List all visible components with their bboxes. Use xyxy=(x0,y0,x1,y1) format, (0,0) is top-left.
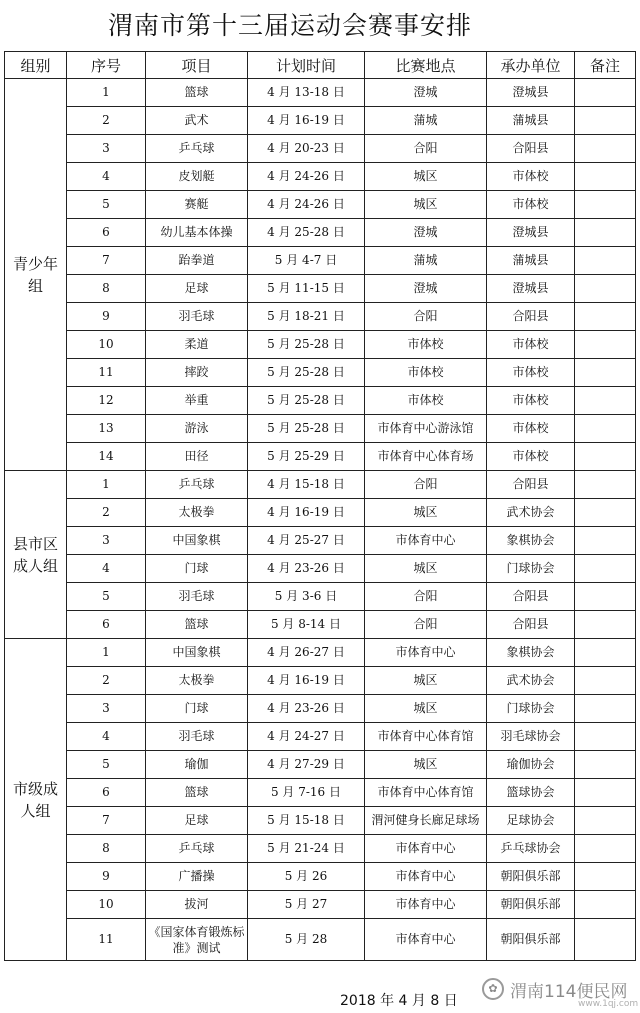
row-number: 14 xyxy=(67,443,146,471)
note xyxy=(575,219,636,247)
venue: 市体育中心 xyxy=(365,639,487,667)
table-row xyxy=(5,387,636,415)
organizer: 市体校 xyxy=(487,387,575,415)
event-name: 游泳 xyxy=(146,415,248,443)
organizer: 羽毛球协会 xyxy=(487,723,575,751)
planned-time: 4 月 27-29 日 xyxy=(248,751,365,779)
event-name: 篮球 xyxy=(146,779,248,807)
venue: 澄城 xyxy=(365,275,487,303)
table-row xyxy=(5,135,636,163)
table-row xyxy=(5,359,636,387)
row-number: 10 xyxy=(67,891,146,919)
table-row xyxy=(5,863,636,891)
planned-time: 5 月 7-16 日 xyxy=(248,779,365,807)
row-number: 10 xyxy=(67,331,146,359)
table-row xyxy=(5,807,636,835)
group-name: 青少年组 xyxy=(5,79,67,471)
watermark-text: 渭南114便民网 xyxy=(510,982,628,1002)
venue: 蒲城 xyxy=(365,107,487,135)
venue: 合阳 xyxy=(365,611,487,639)
note xyxy=(575,667,636,695)
table-row xyxy=(5,695,636,723)
venue: 市体育中心 xyxy=(365,863,487,891)
event-name: 足球 xyxy=(146,807,248,835)
table-row xyxy=(5,835,636,863)
venue: 合阳 xyxy=(365,303,487,331)
venue: 澄城 xyxy=(365,79,487,107)
event-name: 柔道 xyxy=(146,331,248,359)
venue: 渭河健身长廊足球场 xyxy=(365,807,487,835)
event-name: 皮划艇 xyxy=(146,163,248,191)
planned-time: 4 月 23-26 日 xyxy=(248,695,365,723)
note xyxy=(575,891,636,919)
event-name: 羽毛球 xyxy=(146,303,248,331)
row-number: 3 xyxy=(67,527,146,555)
organizer: 市体校 xyxy=(487,443,575,471)
venue: 市体育中心游泳馆 xyxy=(365,415,487,443)
event-name: 拔河 xyxy=(146,891,248,919)
organizer: 蒲城县 xyxy=(487,107,575,135)
venue: 城区 xyxy=(365,499,487,527)
planned-time: 5 月 3-6 日 xyxy=(248,583,365,611)
event-name: 乒乓球 xyxy=(146,835,248,863)
note xyxy=(575,191,636,219)
planned-time: 5 月 26 xyxy=(248,863,365,891)
page-title: 渭南市第十三届运动会赛事安排 xyxy=(107,11,472,40)
planned-time: 5 月 27 xyxy=(248,891,365,919)
planned-time: 4 月 20-23 日 xyxy=(248,135,365,163)
organizer: 市体校 xyxy=(487,415,575,443)
table-row xyxy=(5,555,636,583)
table-row xyxy=(5,443,636,471)
note xyxy=(575,527,636,555)
venue: 城区 xyxy=(365,751,487,779)
organizer: 门球协会 xyxy=(487,695,575,723)
table-row xyxy=(5,275,636,303)
note xyxy=(575,919,636,961)
planned-time: 4 月 16-19 日 xyxy=(248,499,365,527)
organizer: 澄城县 xyxy=(487,219,575,247)
organizer: 乒乓球协会 xyxy=(487,835,575,863)
organizer: 合阳县 xyxy=(487,303,575,331)
venue: 市体校 xyxy=(365,387,487,415)
organizer: 朝阳俱乐部 xyxy=(487,919,575,961)
organizer: 篮球协会 xyxy=(487,779,575,807)
planned-time: 5 月 25-29 日 xyxy=(248,443,365,471)
row-number: 1 xyxy=(67,471,146,499)
organizer: 市体校 xyxy=(487,359,575,387)
row-number: 8 xyxy=(67,835,146,863)
column-header: 项目 xyxy=(146,52,248,79)
organizer: 市体校 xyxy=(487,331,575,359)
organizer: 合阳县 xyxy=(487,611,575,639)
organizer: 合阳县 xyxy=(487,583,575,611)
row-number: 12 xyxy=(67,387,146,415)
venue: 城区 xyxy=(365,555,487,583)
organizer: 澄城县 xyxy=(487,275,575,303)
planned-time: 4 月 24-26 日 xyxy=(248,163,365,191)
table-row xyxy=(5,219,636,247)
table-row xyxy=(5,527,636,555)
row-number: 8 xyxy=(67,275,146,303)
event-name: 田径 xyxy=(146,443,248,471)
note xyxy=(575,695,636,723)
event-name: 摔跤 xyxy=(146,359,248,387)
event-name: 乒乓球 xyxy=(146,471,248,499)
row-number: 4 xyxy=(67,555,146,583)
row-number: 9 xyxy=(67,863,146,891)
event-name: 中国象棋 xyxy=(146,527,248,555)
note xyxy=(575,387,636,415)
table-row xyxy=(5,191,636,219)
event-name: 篮球 xyxy=(146,611,248,639)
planned-time: 5 月 11-15 日 xyxy=(248,275,365,303)
note xyxy=(575,779,636,807)
table-row xyxy=(5,415,636,443)
venue: 市体育中心 xyxy=(365,527,487,555)
venue: 市体育中心体育场 xyxy=(365,443,487,471)
row-number: 1 xyxy=(67,79,146,107)
organizer: 足球协会 xyxy=(487,807,575,835)
row-number: 5 xyxy=(67,191,146,219)
row-number: 5 xyxy=(67,751,146,779)
row-number: 7 xyxy=(67,807,146,835)
event-name: 幼儿基本体操 xyxy=(146,219,248,247)
row-number: 7 xyxy=(67,247,146,275)
event-name: 赛艇 xyxy=(146,191,248,219)
event-name: 瑜伽 xyxy=(146,751,248,779)
row-number: 11 xyxy=(67,359,146,387)
row-number: 2 xyxy=(67,107,146,135)
note xyxy=(575,247,636,275)
row-number: 6 xyxy=(67,219,146,247)
note xyxy=(575,359,636,387)
organizer: 朝阳俱乐部 xyxy=(487,891,575,919)
event-name: 羽毛球 xyxy=(146,583,248,611)
table-row xyxy=(5,79,636,107)
table-row xyxy=(5,919,636,961)
row-number: 3 xyxy=(67,695,146,723)
organizer: 朝阳俱乐部 xyxy=(487,863,575,891)
note xyxy=(575,835,636,863)
table-row xyxy=(5,471,636,499)
venue: 城区 xyxy=(365,667,487,695)
organizer: 市体校 xyxy=(487,191,575,219)
event-name: 太极拳 xyxy=(146,667,248,695)
organizer: 象棋协会 xyxy=(487,527,575,555)
venue: 市体育中心体育馆 xyxy=(365,723,487,751)
event-name: 门球 xyxy=(146,555,248,583)
venue: 市体育中心 xyxy=(365,835,487,863)
group-name: 县市区成人组 xyxy=(5,471,67,639)
planned-time: 4 月 16-19 日 xyxy=(248,667,365,695)
table-row xyxy=(5,163,636,191)
note xyxy=(575,583,636,611)
venue: 市体育中心 xyxy=(365,891,487,919)
venue: 市体育中心体育馆 xyxy=(365,779,487,807)
column-header: 比赛地点 xyxy=(365,52,487,79)
planned-time: 5 月 15-18 日 xyxy=(248,807,365,835)
note xyxy=(575,331,636,359)
organizer: 蒲城县 xyxy=(487,247,575,275)
table-row xyxy=(5,303,636,331)
organizer: 武术协会 xyxy=(487,667,575,695)
venue: 市体校 xyxy=(365,359,487,387)
venue: 城区 xyxy=(365,695,487,723)
note xyxy=(575,163,636,191)
watermark xyxy=(478,968,640,1013)
note xyxy=(575,415,636,443)
organizer: 象棋协会 xyxy=(487,639,575,667)
note xyxy=(575,303,636,331)
table-row xyxy=(5,639,636,667)
row-number: 13 xyxy=(67,415,146,443)
column-header: 承办单位 xyxy=(487,52,575,79)
event-name: 跆拳道 xyxy=(146,247,248,275)
row-number: 2 xyxy=(67,499,146,527)
table-row xyxy=(5,779,636,807)
planned-time: 5 月 28 xyxy=(248,919,365,961)
planned-time: 5 月 25-28 日 xyxy=(248,359,365,387)
venue: 市体育中心 xyxy=(365,919,487,961)
column-header: 备注 xyxy=(575,52,636,79)
venue: 合阳 xyxy=(365,471,487,499)
header-row xyxy=(5,52,636,79)
planned-time: 5 月 4-7 日 xyxy=(248,247,365,275)
note xyxy=(575,555,636,583)
column-header: 序号 xyxy=(67,52,146,79)
row-number: 6 xyxy=(67,611,146,639)
table-row xyxy=(5,499,636,527)
venue: 蒲城 xyxy=(365,247,487,275)
planned-time: 4 月 24-27 日 xyxy=(248,723,365,751)
note xyxy=(575,135,636,163)
row-number: 6 xyxy=(67,779,146,807)
group-name: 市级成人组 xyxy=(5,639,67,961)
note xyxy=(575,443,636,471)
row-number: 4 xyxy=(67,163,146,191)
note xyxy=(575,275,636,303)
organizer: 市体校 xyxy=(487,163,575,191)
event-name: 中国象棋 xyxy=(146,639,248,667)
table-row xyxy=(5,583,636,611)
event-name: 太极拳 xyxy=(146,499,248,527)
planned-time: 4 月 24-26 日 xyxy=(248,191,365,219)
event-name: 门球 xyxy=(146,695,248,723)
venue: 澄城 xyxy=(365,219,487,247)
document-date: 2018 年 4 月 8 日 xyxy=(340,993,458,1009)
planned-time: 5 月 18-21 日 xyxy=(248,303,365,331)
event-name: 足球 xyxy=(146,275,248,303)
note xyxy=(575,723,636,751)
organizer: 合阳县 xyxy=(487,471,575,499)
table-row xyxy=(5,331,636,359)
table-row xyxy=(5,107,636,135)
planned-time: 4 月 25-28 日 xyxy=(248,219,365,247)
note xyxy=(575,107,636,135)
row-number: 1 xyxy=(67,639,146,667)
event-name: 篮球 xyxy=(146,79,248,107)
note xyxy=(575,611,636,639)
note xyxy=(575,863,636,891)
event-name: 羽毛球 xyxy=(146,723,248,751)
venue: 市体校 xyxy=(365,331,487,359)
column-header: 计划时间 xyxy=(248,52,365,79)
planned-time: 5 月 25-28 日 xyxy=(248,387,365,415)
table-row xyxy=(5,723,636,751)
event-name: 《国家体育锻炼标准》测试 xyxy=(146,919,248,961)
organizer: 武术协会 xyxy=(487,499,575,527)
table-row xyxy=(5,611,636,639)
event-name: 乒乓球 xyxy=(146,135,248,163)
note xyxy=(575,751,636,779)
event-name: 举重 xyxy=(146,387,248,415)
row-number: 3 xyxy=(67,135,146,163)
row-number: 5 xyxy=(67,583,146,611)
column-header: 组别 xyxy=(5,52,67,79)
note xyxy=(575,79,636,107)
row-number: 9 xyxy=(67,303,146,331)
planned-time: 5 月 21-24 日 xyxy=(248,835,365,863)
planned-time: 4 月 13-18 日 xyxy=(248,79,365,107)
venue: 城区 xyxy=(365,191,487,219)
wechat-icon: ✿ xyxy=(482,978,504,1000)
table-row xyxy=(5,751,636,779)
organizer: 合阳县 xyxy=(487,135,575,163)
organizer: 澄城县 xyxy=(487,79,575,107)
note xyxy=(575,639,636,667)
event-name: 武术 xyxy=(146,107,248,135)
venue: 合阳 xyxy=(365,135,487,163)
row-number: 2 xyxy=(67,667,146,695)
planned-time: 5 月 8-14 日 xyxy=(248,611,365,639)
row-number: 4 xyxy=(67,723,146,751)
schedule-table xyxy=(4,51,636,961)
note xyxy=(575,471,636,499)
organizer: 门球协会 xyxy=(487,555,575,583)
watermark-subtext: www.1qj.com xyxy=(578,999,639,1009)
table-row xyxy=(5,247,636,275)
planned-time: 5 月 25-28 日 xyxy=(248,415,365,443)
planned-time: 4 月 26-27 日 xyxy=(248,639,365,667)
event-name: 广播操 xyxy=(146,863,248,891)
note xyxy=(575,807,636,835)
planned-time: 4 月 23-26 日 xyxy=(248,555,365,583)
table-row xyxy=(5,667,636,695)
venue: 合阳 xyxy=(365,583,487,611)
organizer: 瑜伽协会 xyxy=(487,751,575,779)
planned-time: 5 月 25-28 日 xyxy=(248,331,365,359)
venue: 城区 xyxy=(365,163,487,191)
table-row xyxy=(5,891,636,919)
note xyxy=(575,499,636,527)
planned-time: 4 月 25-27 日 xyxy=(248,527,365,555)
planned-time: 4 月 15-18 日 xyxy=(248,471,365,499)
planned-time: 4 月 16-19 日 xyxy=(248,107,365,135)
row-number: 11 xyxy=(67,919,146,961)
